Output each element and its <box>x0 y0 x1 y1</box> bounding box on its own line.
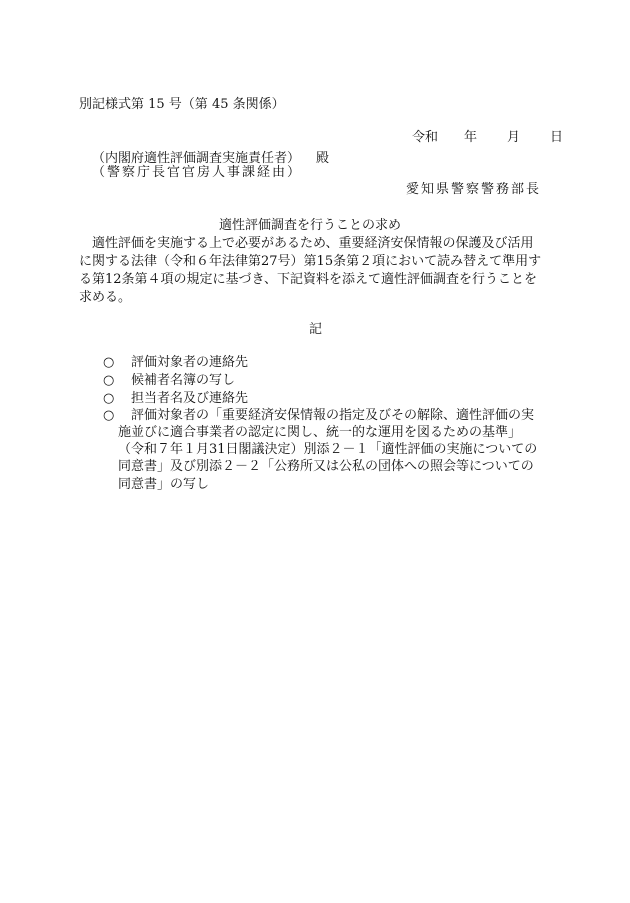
document-title: 適性評価調査を行うことの求め <box>219 218 402 233</box>
body-line-4: 求める。 <box>79 290 132 305</box>
date-year-unit: 年 <box>464 130 478 145</box>
list-item-4-line-3: （令和７年１月31日閣議決定）別添２－１「適性評価の実施についての <box>118 442 538 457</box>
list-bullet: ○ <box>103 391 115 406</box>
addressee-name: （内閣府適性評価調査実施責任者） <box>92 151 301 166</box>
list-bullet: ○ <box>103 355 115 370</box>
date-line <box>412 129 563 147</box>
form-header: 別記様式第 15 号（第 45 条関係） <box>79 97 285 112</box>
body-line-2: に関する法律（令和６年法律第27号）第15条第２項において読み替えて準用す <box>79 254 542 269</box>
date-era: 令和 <box>412 130 439 145</box>
list-item-2: 候補者名簿の写し <box>131 373 236 388</box>
body-line-3: る第12条第４項の規定に基づき、下記資料を添えて適性評価調査を行うことを <box>79 272 538 287</box>
addressee-honorific: 殿 <box>316 151 330 166</box>
addressee-via: （警察庁長官官房人事課経由） <box>92 165 303 180</box>
list-item-4-line-1: 評価対象者の「重要経済安保情報の指定及びその解除、適性評価の実 <box>131 408 535 423</box>
list-item-4-line-2: 施並びに適合事業者の認定に関し、統一的な運用を図るための基準」 <box>118 425 522 440</box>
list-bullet: ○ <box>103 373 115 388</box>
sender: 愛知県警察警務部長 <box>406 182 542 197</box>
list-item-3: 担当者名及び連絡先 <box>131 391 249 406</box>
list-bullet: ○ <box>103 408 115 423</box>
list-item-1: 評価対象者の連絡先 <box>131 355 249 370</box>
ki-heading: 記 <box>309 322 323 337</box>
list-item-4-line-4: 同意書」及び別添２－２「公務所又は公私の団体への照会等についての <box>118 459 534 474</box>
date-day-unit: 日 <box>550 130 564 145</box>
body-line-1: 適性評価を実施する上で必要があるため、重要経済安保情報の保護及び活用 <box>92 236 534 251</box>
list-item-4-line-5: 同意書」の写し <box>118 477 210 492</box>
date-month-unit: 月 <box>507 130 521 145</box>
